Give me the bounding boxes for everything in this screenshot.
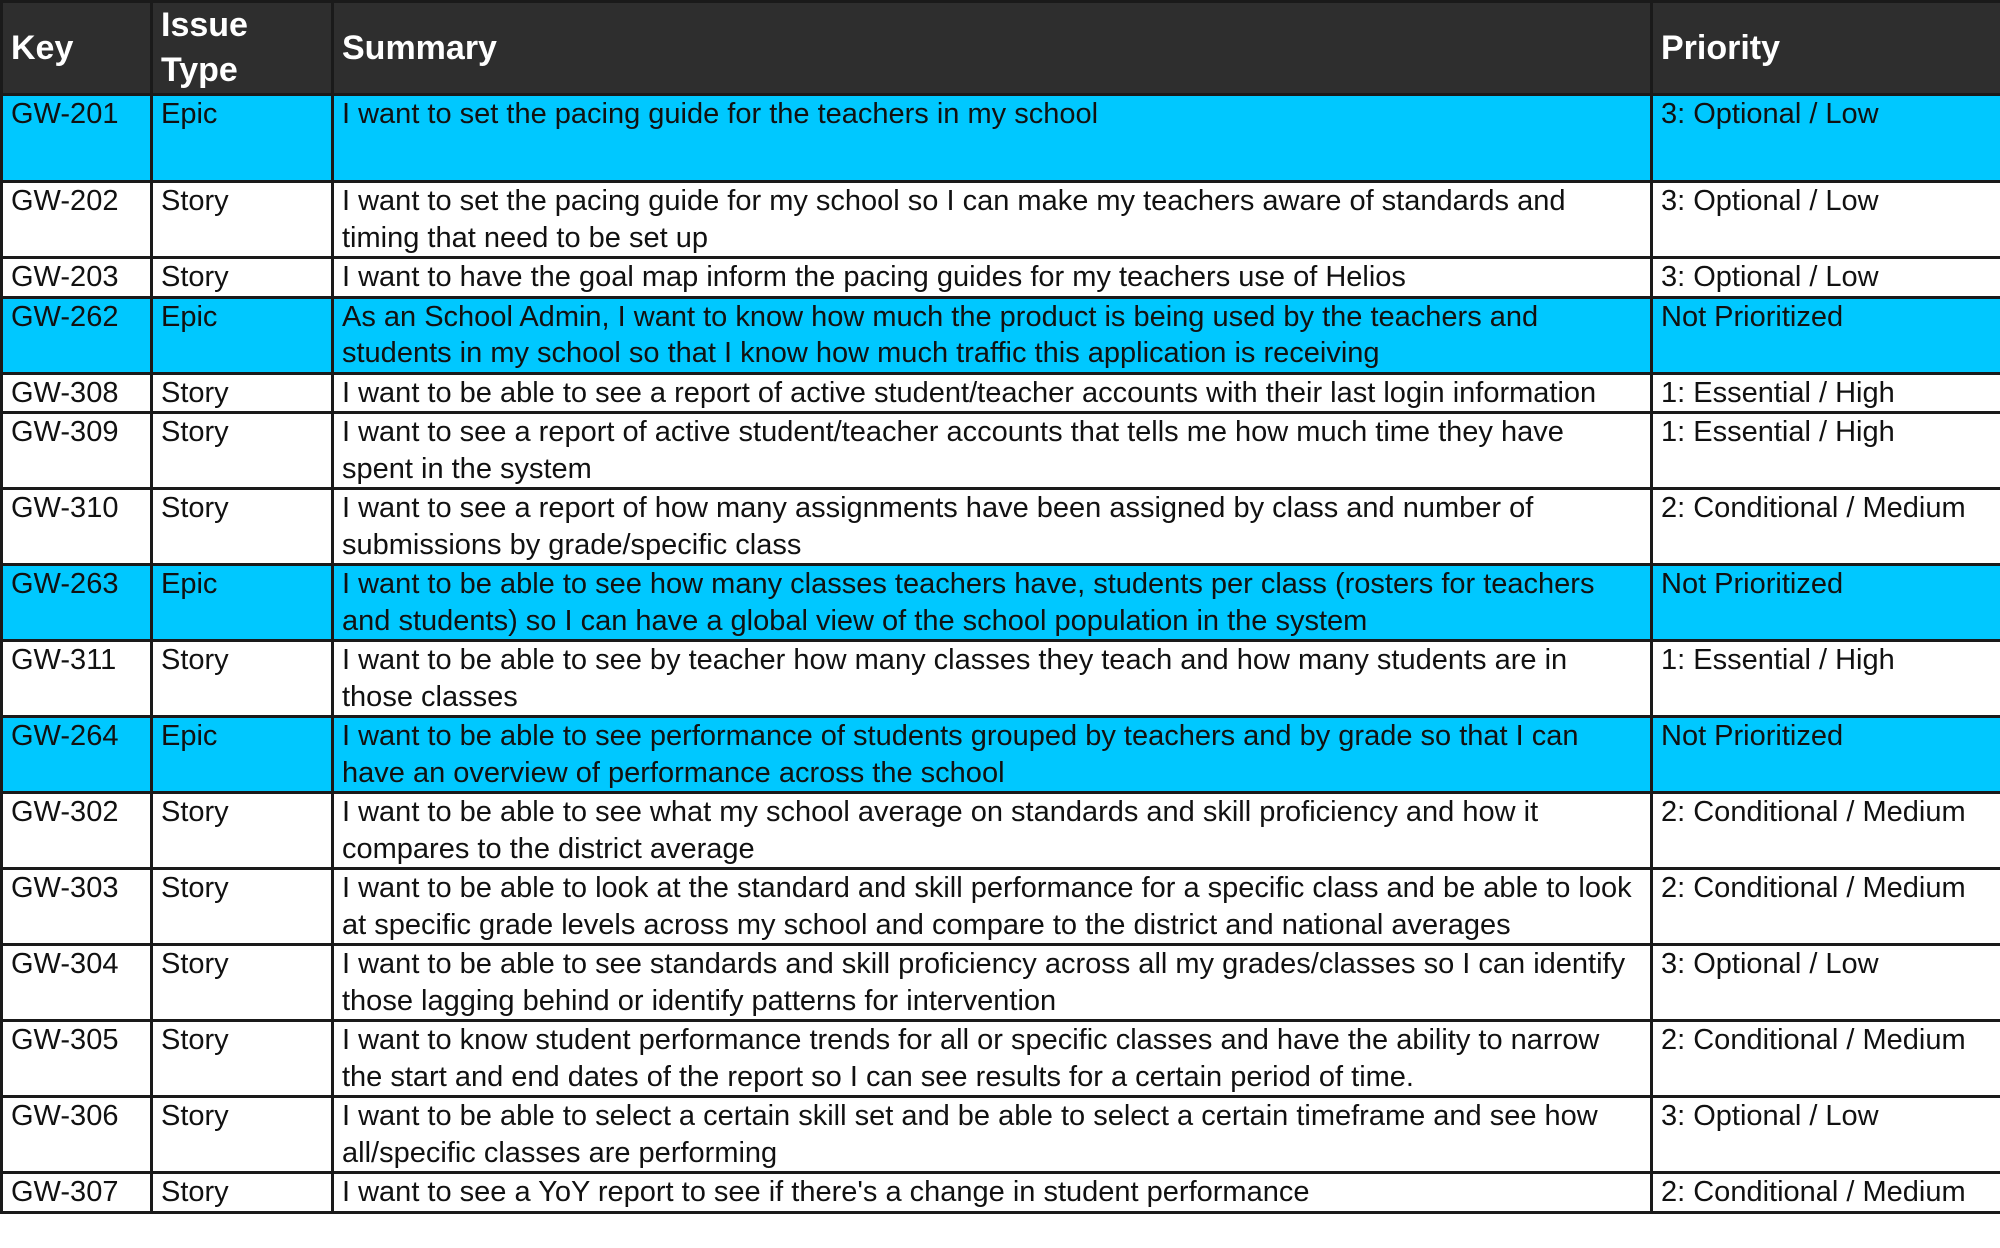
table-row	[2, 1173, 2000, 1213]
table-row	[2, 717, 2000, 793]
cell-issue-type: Story	[152, 182, 333, 258]
cell-issue-type: Epic	[152, 297, 333, 373]
cell-summary: As an School Admin, I want to know how much the product is being used by the teachers and students in my school so that I know how much traffic this application is receiving	[333, 297, 1652, 373]
column-header-key: Key	[2, 2, 152, 95]
cell-summary: I want to be able to see by teacher how many classes they teach and how many students are in those classes	[333, 641, 1652, 717]
column-header-summary: Summary	[333, 2, 1652, 95]
table-header	[2, 2, 2000, 95]
cell-key: GW-305	[2, 1021, 152, 1097]
cell-summary: I want to have the goal map inform the pacing guides for my teachers use of Helios	[333, 258, 1652, 298]
table-row	[2, 945, 2000, 1021]
cell-key: GW-302	[2, 793, 152, 869]
table-row	[2, 297, 2000, 373]
table-body	[2, 95, 2000, 1213]
cell-issue-type: Story	[152, 641, 333, 717]
cell-issue-type: Story	[152, 1173, 333, 1213]
cell-summary: I want to set the pacing guide for my school so I can make my teachers aware of standards and timing that need to be set up	[333, 182, 1652, 258]
table-row	[2, 489, 2000, 565]
column-header-priority: Priority	[1652, 2, 2000, 95]
table-row	[2, 182, 2000, 258]
cell-summary: I want to be able to see standards and skill proficiency across all my grades/classes so I can identify those lagging behind or identify patterns for intervention	[333, 945, 1652, 1021]
cell-summary: I want to see a report of active student/teacher accounts that tells me how much time they have spent in the system	[333, 413, 1652, 489]
cell-summary: I want to know student performance trends for all or specific classes and have the ability to narrow the start and end dates of the report so I can see results for a certain period of time.	[333, 1021, 1652, 1097]
cell-summary: I want to be able to look at the standard and skill performance for a specific class and be able to look at specific grade levels across my school and compare to the district and national averages	[333, 869, 1652, 945]
header-row	[2, 2, 2000, 95]
cell-key: GW-311	[2, 641, 152, 717]
cell-issue-type: Story	[152, 869, 333, 945]
cell-priority: 2: Conditional / Medium	[1652, 869, 2000, 945]
cell-key: GW-307	[2, 1173, 152, 1213]
table-row	[2, 413, 2000, 489]
cell-key: GW-203	[2, 258, 152, 298]
cell-issue-type: Story	[152, 793, 333, 869]
cell-issue-type: Story	[152, 373, 333, 413]
cell-summary: I want to be able to see a report of active student/teacher accounts with their last login information	[333, 373, 1652, 413]
cell-summary: I want to see a YoY report to see if there's a change in student performance	[333, 1173, 1652, 1213]
cell-priority: Not Prioritized	[1652, 565, 2000, 641]
cell-issue-type: Story	[152, 413, 333, 489]
cell-priority: 2: Conditional / Medium	[1652, 1173, 2000, 1213]
cell-priority: Not Prioritized	[1652, 717, 2000, 793]
cell-priority: 3: Optional / Low	[1652, 258, 2000, 298]
cell-summary: I want to be able to see how many classes teachers have, students per class (rosters for teachers and students) so I can have a global view of the school population in the system	[333, 565, 1652, 641]
table-row	[2, 95, 2000, 182]
cell-key: GW-303	[2, 869, 152, 945]
cell-priority: 1: Essential / High	[1652, 373, 2000, 413]
cell-key: GW-201	[2, 95, 152, 182]
table-row	[2, 641, 2000, 717]
cell-priority: 2: Conditional / Medium	[1652, 489, 2000, 565]
table-row	[2, 869, 2000, 945]
cell-issue-type: Epic	[152, 717, 333, 793]
cell-key: GW-308	[2, 373, 152, 413]
cell-summary: I want to see a report of how many assignments have been assigned by class and number of submissions by grade/specific class	[333, 489, 1652, 565]
cell-priority: Not Prioritized	[1652, 297, 2000, 373]
cell-issue-type: Story	[152, 258, 333, 298]
cell-summary: I want to set the pacing guide for the teachers in my school	[333, 95, 1652, 182]
cell-priority: 3: Optional / Low	[1652, 95, 2000, 182]
table-row	[2, 258, 2000, 298]
cell-priority: 3: Optional / Low	[1652, 1097, 2000, 1173]
cell-priority: 2: Conditional / Medium	[1652, 1021, 2000, 1097]
cell-issue-type: Story	[152, 489, 333, 565]
cell-summary: I want to be able to select a certain skill set and be able to select a certain timeframe and see how all/specific classes are performing	[333, 1097, 1652, 1173]
cell-key: GW-263	[2, 565, 152, 641]
cell-summary: I want to be able to see what my school average on standards and skill proficiency and how it compares to the district average	[333, 793, 1652, 869]
table-row	[2, 793, 2000, 869]
cell-priority: 1: Essential / High	[1652, 413, 2000, 489]
cell-key: GW-304	[2, 945, 152, 1021]
cell-priority: 2: Conditional / Medium	[1652, 793, 2000, 869]
table-row	[2, 1097, 2000, 1173]
cell-priority: 3: Optional / Low	[1652, 182, 2000, 258]
cell-issue-type: Epic	[152, 95, 333, 182]
cell-key: GW-310	[2, 489, 152, 565]
cell-key: GW-264	[2, 717, 152, 793]
table-row	[2, 1021, 2000, 1097]
cell-key: GW-202	[2, 182, 152, 258]
cell-priority: 1: Essential / High	[1652, 641, 2000, 717]
cell-issue-type: Story	[152, 1097, 333, 1173]
cell-issue-type: Story	[152, 1021, 333, 1097]
cell-key: GW-306	[2, 1097, 152, 1173]
cell-key: GW-309	[2, 413, 152, 489]
cell-summary: I want to be able to see performance of students grouped by teachers and by grade so that I can have an overview of performance across the school	[333, 717, 1652, 793]
cell-priority: 3: Optional / Low	[1652, 945, 2000, 1021]
cell-issue-type: Story	[152, 945, 333, 1021]
column-header-issue-type: Issue Type	[152, 2, 333, 95]
table-row	[2, 565, 2000, 641]
cell-issue-type: Epic	[152, 565, 333, 641]
table-row	[2, 373, 2000, 413]
cell-key: GW-262	[2, 297, 152, 373]
